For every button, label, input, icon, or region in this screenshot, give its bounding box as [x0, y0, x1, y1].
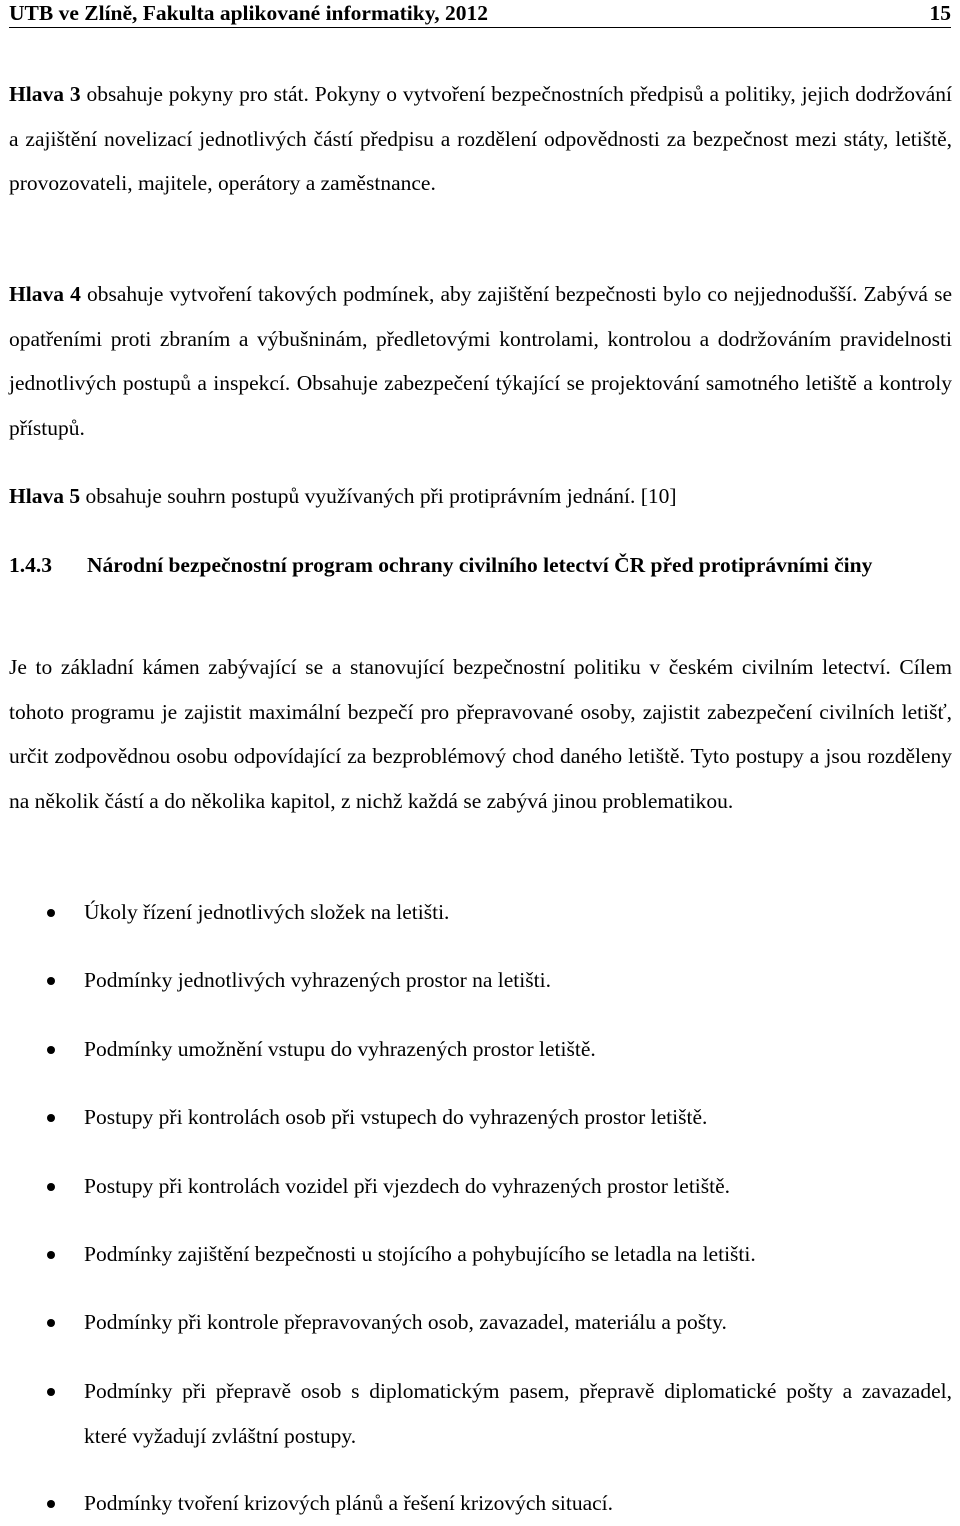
list-item-text: Podmínky umožnění vstupu do vyhrazených prostor letiště.: [84, 1037, 596, 1061]
bullet-icon: [47, 1319, 55, 1327]
section-number: 1.4.3: [9, 553, 52, 577]
paragraph-text: Je to základní kámen zabývající se a stanovující bezpečnostní politiku v českém civilním letectví. Cílem tohoto programu je zajistit maximální bezpečí pro přepravované osoby, zajistit zabezpečení civilních letišť, určit zodpovědnou osobu odpovídající za bezproblémový chod daného letiště. Tyto postupy a jsou rozděleny na několik částí a do několika kapitol, z nichž každá se zabývá jinou problematikou.: [9, 655, 952, 813]
paragraph-text: obsahuje souhrn postupů využívaných při protiprávním jednání. [10]: [80, 484, 677, 508]
bullet-icon: [47, 1046, 55, 1054]
section-heading: [9, 543, 952, 588]
list-item-text: Podmínky tvoření krizových plánů a řešení krizových situací.: [84, 1491, 614, 1515]
paragraph-intro: [9, 645, 952, 823]
list-item-text: Postupy při kontrolách osob při vstupech do vyhrazených prostor letiště.: [84, 1105, 708, 1129]
paragraph-text: obsahuje vytvoření takových podmínek, aby zajištění bezpečnosti bylo co nejjednodušší. Zabývá se opatřeními proti zbraním a výbušninám, předletovými kontrolami, kontrolou a dodržováním pravidelnosti jednotlivých postupů a inspekcí. Obsahuje zabezpečení týkající se projektování samotného letiště a kontroly přístupů.: [9, 282, 952, 440]
section-title: Národní bezpečnostní program ochrany civilního letectví ČR před protiprávními činy: [87, 553, 873, 577]
paragraph-text: obsahuje pokyny pro stát. Pokyny o vytvoření bezpečnostních předpisů a politiky, jejich dodržování a zajištění novelizací jednotlivých částí předpisu a rozdělení odpovědnosti za bezpečnost mezi státy, letiště, provozovateli, majitele, operátory a zaměstnance.: [9, 82, 952, 196]
paragraph-lead: Hlava 5: [9, 484, 81, 508]
list-item-text: Podmínky jednotlivých vyhrazených prostor na letišti.: [84, 968, 551, 992]
bullet-icon: [47, 909, 55, 917]
bullet-icon: [47, 1500, 55, 1508]
list-item-text: Podmínky zajištění bezpečnosti u stojícího a pohybujícího se letadla na letišti.: [84, 1242, 756, 1266]
paragraph-hlava-3: [9, 72, 952, 206]
bullet-icon: [47, 1251, 55, 1259]
list-item-text: Podmínky při přepravě osob s diplomatickým pasem, přepravě diplomatické pošty a zavazadel, které vyžadují zvláštní postupy.: [84, 1379, 952, 1448]
page-number: 15: [929, 1, 951, 25]
list-item-text: Podmínky při kontrole přepravovaných osob, zavazadel, materiálu a pošty.: [84, 1310, 727, 1334]
header-title: UTB ve Zlíně, Fakulta aplikované informatiky, 2012: [9, 1, 489, 25]
page-header: [9, 0, 951, 28]
paragraph-lead: Hlava 3: [9, 82, 81, 106]
list-item-text: Postupy při kontrolách vozidel při vjezdech do vyhrazených prostor letiště.: [84, 1174, 731, 1198]
bullet-icon: [47, 1114, 55, 1122]
list-item-text: Úkoly řízení jednotlivých složek na letišti.: [84, 900, 450, 924]
paragraph-lead: Hlava 4: [9, 282, 81, 306]
bullet-icon: [47, 1183, 55, 1191]
bullet-icon: [47, 977, 55, 985]
paragraph-hlava-4: [9, 272, 952, 450]
bullet-icon: [47, 1388, 55, 1396]
paragraph-hlava-5: [9, 474, 952, 519]
